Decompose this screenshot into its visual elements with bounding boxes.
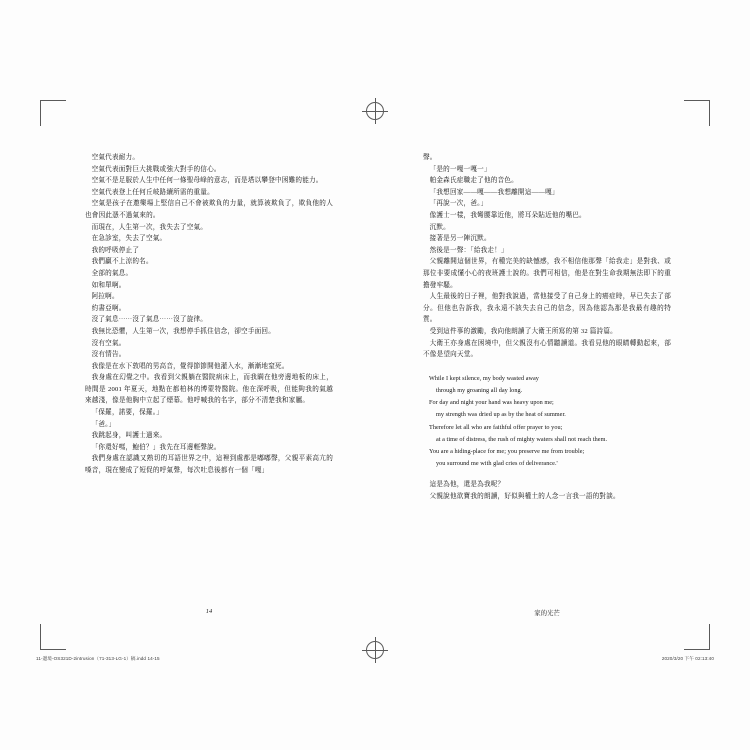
crop-mark-top-right xyxy=(684,100,710,126)
paragraph: 我們身處在認識又熟切的耳語世界之中，這裡到處都是嘟嘟聲，父親平素高亢的嗓音，現在變成了短促的呼氣聲，每次吐息後都有一個「嘎」 xyxy=(85,455,333,475)
registration-mark-top xyxy=(362,98,388,124)
poem-line: through my groaning all day long. xyxy=(436,386,523,394)
poem-line: Therefore let all who are faithful offer prayer to you; xyxy=(429,423,563,431)
paragraph: 我身處在幻覺之中。我看到父親躺在醫院病床上，而我瞒在他旁邊地板的床上，時間是 2001 年夏天，地點在都柏林的博蒙特醫院。他在深呼吸，但能夠我的氣越來越淺，像是他胸中立起了煙幕。他呼喊我的名字，部分不清楚我和家屬。 xyxy=(85,374,333,405)
paragraph: 沒有空氣。 xyxy=(91,339,126,347)
poem-line: While I kept silence, my body wasted away xyxy=(429,374,539,382)
paragraph: 空氣代表面對巨大挑戰或強大對手的信心。 xyxy=(91,165,221,173)
paragraph: 「你還好嗎，鮑伯？」我先在耳邊輕聲說。 xyxy=(91,443,221,451)
poem-line: my strength was dried up as by the heat of summer. xyxy=(436,411,566,419)
paragraph: 「我想回家――嘎――我想離開這――嘎」 xyxy=(429,188,559,196)
paragraph: 我們贏不上涼的名。 xyxy=(91,258,153,266)
paragraph: 空氣代表耐力。 xyxy=(91,154,140,161)
poem-line: at a time of distress, the rush of mighty waters shall not reach them. xyxy=(436,435,608,443)
running-head-right: 家的光芒 xyxy=(534,610,560,617)
paragraph: 我像是在水下敦唱的男高音，覺得節節開他灌入水，漸漸地窒死。 xyxy=(91,362,289,370)
paragraph: 人生最後的日子裡，他對我說過，當他接受了自己身上的癌症時，早已失去了部分。但他也告訴我，我永遠不該失去自己的信念，因為他認為那是我最有趣的特質。 xyxy=(423,293,671,324)
paragraph: 像護士一樣，我彎腰靠近他，將耳朵貼近他的嘴巴。 xyxy=(429,211,586,219)
paragraph: 沉默。 xyxy=(429,223,450,231)
paragraph: 空氣代表登上任何丘岐路續所需的重量。 xyxy=(91,188,214,196)
paragraph: 「再說一次，爸。」 xyxy=(429,200,488,208)
paragraph: 約書亞啊。 xyxy=(91,304,126,312)
english-poem-block xyxy=(423,373,671,471)
paragraph: 如和單啊。 xyxy=(91,281,126,289)
paragraph: 受到這件事的激勵，我向他朗讀了大衛王所寫的第 32 篇詩篇。 xyxy=(429,327,617,335)
paragraph: 全部的氣息。 xyxy=(91,269,133,277)
paragraph: 「爸。」 xyxy=(91,420,116,428)
paragraph: 大衛王亦身處在困境中，但父親沒有心情聽讀道。我看見他的眼睛轉動起來，部不像是望向天堂。 xyxy=(423,339,671,359)
paragraph: 我跳起身，叫護士過來。 xyxy=(91,432,167,440)
paragraph: 空氣是孩子在邀樂場上堅信自己不會被欺負的力量，就算被欺負了，欺負他的人也會因此憑不過氣來的。 xyxy=(85,200,333,219)
paragraph: 帕金森氏症職走了他的音色。 xyxy=(429,177,518,185)
poem-line: you surround me with glad cries of deliverance.' xyxy=(436,460,558,468)
paragraph: 我無比恐懼，人生第一次，我想停手抓住信念，卻空手面回。 xyxy=(91,327,276,335)
registration-mark-bottom xyxy=(362,637,388,663)
paragraph: 「保羅，諾要，保羅。」 xyxy=(91,409,164,417)
paragraph: 在急診室，失去了空氣。 xyxy=(91,235,167,243)
poem-line: You are a hiding-place for me; you preserve me from trouble; xyxy=(429,447,585,455)
paragraph: 接著是另一陣沉默。 xyxy=(429,235,491,243)
paragraph: 沒有情告。 xyxy=(91,351,126,359)
paragraph: 父親說他欲寶我的朗讀，好似與權土的人念一言我一語的對談。 xyxy=(429,492,620,500)
poem-line: For day and night your hand was heavy upon me; xyxy=(429,399,554,407)
crop-mark-top-left xyxy=(40,100,66,126)
crop-mark-bottom-left xyxy=(40,624,66,650)
left-page-text-column xyxy=(85,152,333,477)
paragraph: 父親離開這個世界，有種完美的缺憾感，我不相信他那聲「給我走」是對我、或那位非要成懂小心的夜班護士說的。我們可相信，他是在對生命我期無法即下的重擔發牢騷。 xyxy=(423,258,671,289)
paragraph: 聲。 xyxy=(423,154,437,161)
crop-mark-bottom-right xyxy=(684,624,710,650)
paragraph: 沒了氣息⋯⋯沒了氣息⋯⋯沒了旋律。 xyxy=(91,316,208,324)
right-page-text-column xyxy=(423,152,671,503)
paragraph: 「是的一嘎一嘎一」 xyxy=(429,165,491,173)
print-slug-filename: 11-邊境-OS321D-2intrusion（71-313-LG-1）稿.indd 14-15 xyxy=(36,656,160,661)
paragraph: 阿拉啊。 xyxy=(91,293,119,301)
print-slug-timestamp: 2020/3/20 下午 02:13:40 xyxy=(661,656,714,661)
paragraph: 我的呼吸停止了 xyxy=(91,246,140,254)
paragraph: 空氣不是足服於人生中任何一條聖母峰的意志，而是塔以攀登中困難的能力。 xyxy=(91,177,323,185)
paragraph: 然後是一聲：「給我走！」 xyxy=(429,246,508,254)
paragraph: 而現在，人生第一次，我失去了空氣。 xyxy=(91,223,208,231)
paragraph: 這是為他，還是為我呢？ xyxy=(429,481,505,489)
page-number-left: 14 xyxy=(205,608,213,615)
